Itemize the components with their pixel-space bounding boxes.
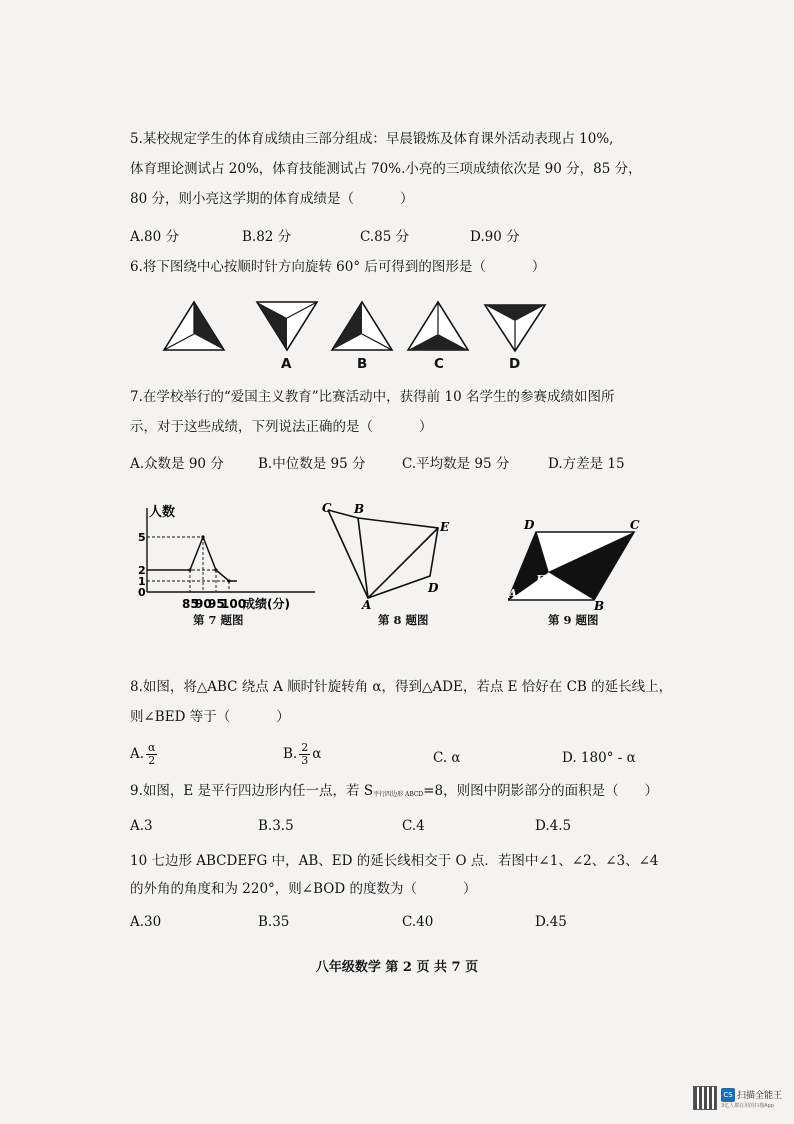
q9-figure — [508, 514, 648, 614]
q5-line1: 5.某校规定学生的体育成绩由三部分组成：早晨锻炼及体育课外活动表现占 10%, — [130, 131, 614, 147]
q6-triangles-figure — [150, 295, 570, 355]
q6-label-b: B — [357, 356, 368, 372]
q7-chart — [135, 500, 325, 610]
fig8-label-e: E — [440, 520, 450, 534]
q6-option-c-triangle — [408, 302, 468, 350]
y-tick-label: 5 — [138, 531, 146, 544]
qr-code-icon — [693, 1086, 717, 1110]
data-point — [227, 579, 230, 582]
fig9-label-b: B — [594, 599, 605, 613]
q7-option-b: B.中位数是 95 分 — [258, 456, 366, 472]
data-point — [214, 568, 217, 571]
q6-option-a-triangle — [257, 302, 317, 350]
fig8-label-c: C — [322, 501, 332, 515]
page-footer: 八年级数学 第 2 页 共 7 页 — [315, 960, 479, 975]
fig8-label-b: B — [354, 502, 365, 516]
q6-option-b-triangle — [332, 302, 392, 350]
q9-option-a: A.3 — [130, 818, 153, 834]
q5-option-a: A.80 分 — [130, 229, 180, 245]
q6-label-c: C — [434, 356, 444, 372]
q6-option-d-triangle — [485, 305, 545, 351]
q9-line1: 9.如图，E 是平行四边形内任一点，若 S平行四边形 ABCD=8，则图中阴影部分的面积是（ ） — [130, 783, 659, 799]
data-point — [188, 568, 191, 571]
q7-option-d: D.方差是 15 — [548, 456, 625, 472]
q6-label-a: A — [281, 356, 292, 372]
q7-line1: 7.在学校举行的“爱国主义教育”比赛活动中，获得前 10 名学生的参赛成绩如图所 — [130, 389, 615, 405]
fig9-label-a: A — [508, 587, 518, 601]
q7-figure-caption: 第 7 题图 — [193, 613, 244, 627]
q9-option-c: C.4 — [402, 818, 425, 834]
q7-option-c: C.平均数是 95 分 — [402, 456, 510, 472]
x-tick-label: 100 — [221, 597, 247, 610]
q5-option-d: D.90 分 — [470, 229, 520, 245]
q8-figure-caption: 第 8 题图 — [378, 613, 429, 627]
x-axis-label: 成绩(分) — [243, 597, 290, 610]
q8-option-d: D. 180° - α — [562, 750, 636, 766]
watermark-subtitle: 3亿人都在用的扫描App — [720, 1102, 774, 1109]
q10-option-a: A.30 — [130, 914, 162, 930]
q9-option-b: B.3.5 — [258, 818, 294, 834]
q10-option-c: C.40 — [402, 914, 434, 930]
scanner-watermark — [693, 1086, 782, 1110]
q10-line1: 10 七边形 ABCDEFG 中，AB、ED 的延长线相交于 O 点．若图中∠1、∠2、∠3、∠4 — [130, 853, 659, 869]
q6-line1: 6.将下图绕中心按顺时针方向旋转 60° 后可得到的图形是（ ） — [130, 259, 546, 275]
fig8-label-d: D — [428, 581, 439, 595]
q5-option-b: B.82 分 — [242, 229, 292, 245]
y-tick-label: 2 — [138, 564, 146, 577]
x-tick-label: 90 — [195, 597, 212, 610]
y-axis-label: 人数 — [149, 505, 176, 520]
y-tick-label: 1 — [138, 575, 146, 588]
q5-line3: 80 分，则小亮这学期的体育成绩是（ ） — [130, 191, 414, 207]
q8-line2: 则∠BED 等于（ ） — [130, 709, 290, 725]
q10-option-d: D.45 — [535, 914, 567, 930]
y-tick-label: 0 — [138, 586, 146, 599]
q10-option-b: B.35 — [258, 914, 290, 930]
q8-figure — [318, 498, 468, 610]
q6-original-triangle — [164, 302, 224, 350]
q7-option-a: A.众数是 90 分 — [130, 456, 224, 472]
x-tick-label: 95 — [208, 597, 225, 610]
q9-option-d: D.4.5 — [535, 818, 572, 834]
fig9-label-c: C — [630, 518, 640, 532]
q9-figure-caption: 第 9 题图 — [548, 613, 599, 627]
data-point — [201, 535, 204, 538]
q8-option-c: C. α — [433, 750, 461, 766]
q6-label-d: D — [509, 356, 521, 372]
q10-line2: 的外角的角度和为 220°，则∠BOD 的度数为（ ） — [130, 881, 477, 897]
series-line — [147, 537, 237, 581]
fig8-label-a: A — [362, 598, 372, 610]
fig9-label-d: D — [524, 518, 535, 532]
x-tick-label: 85 — [182, 597, 199, 610]
q7-line2: 示，对于这些成绩，下列说法正确的是（ ） — [130, 419, 433, 435]
q5-option-c: C.85 分 — [360, 229, 410, 245]
q8-option-b: B. $\frac{2}{3}$ α — [283, 741, 322, 767]
camscanner-logo-icon: CS — [721, 1088, 735, 1102]
fig9-label-e: E — [536, 573, 546, 587]
q5-line2: 体育理论测试占 20%，体育技能测试占 70%.小亮的三项成绩依次是 90 分，85 分， — [130, 161, 642, 177]
q8-option-a: A. $\frac{\alpha}{2}$ — [130, 741, 156, 767]
q8-line1: 8.如图，将△ABC 绕点 A 顺时针旋转角 α，得到△ADE，若点 E 恰好在 CB 的延长线上， — [130, 679, 673, 695]
watermark-brand: 扫描全能王 — [736, 1091, 782, 1101]
